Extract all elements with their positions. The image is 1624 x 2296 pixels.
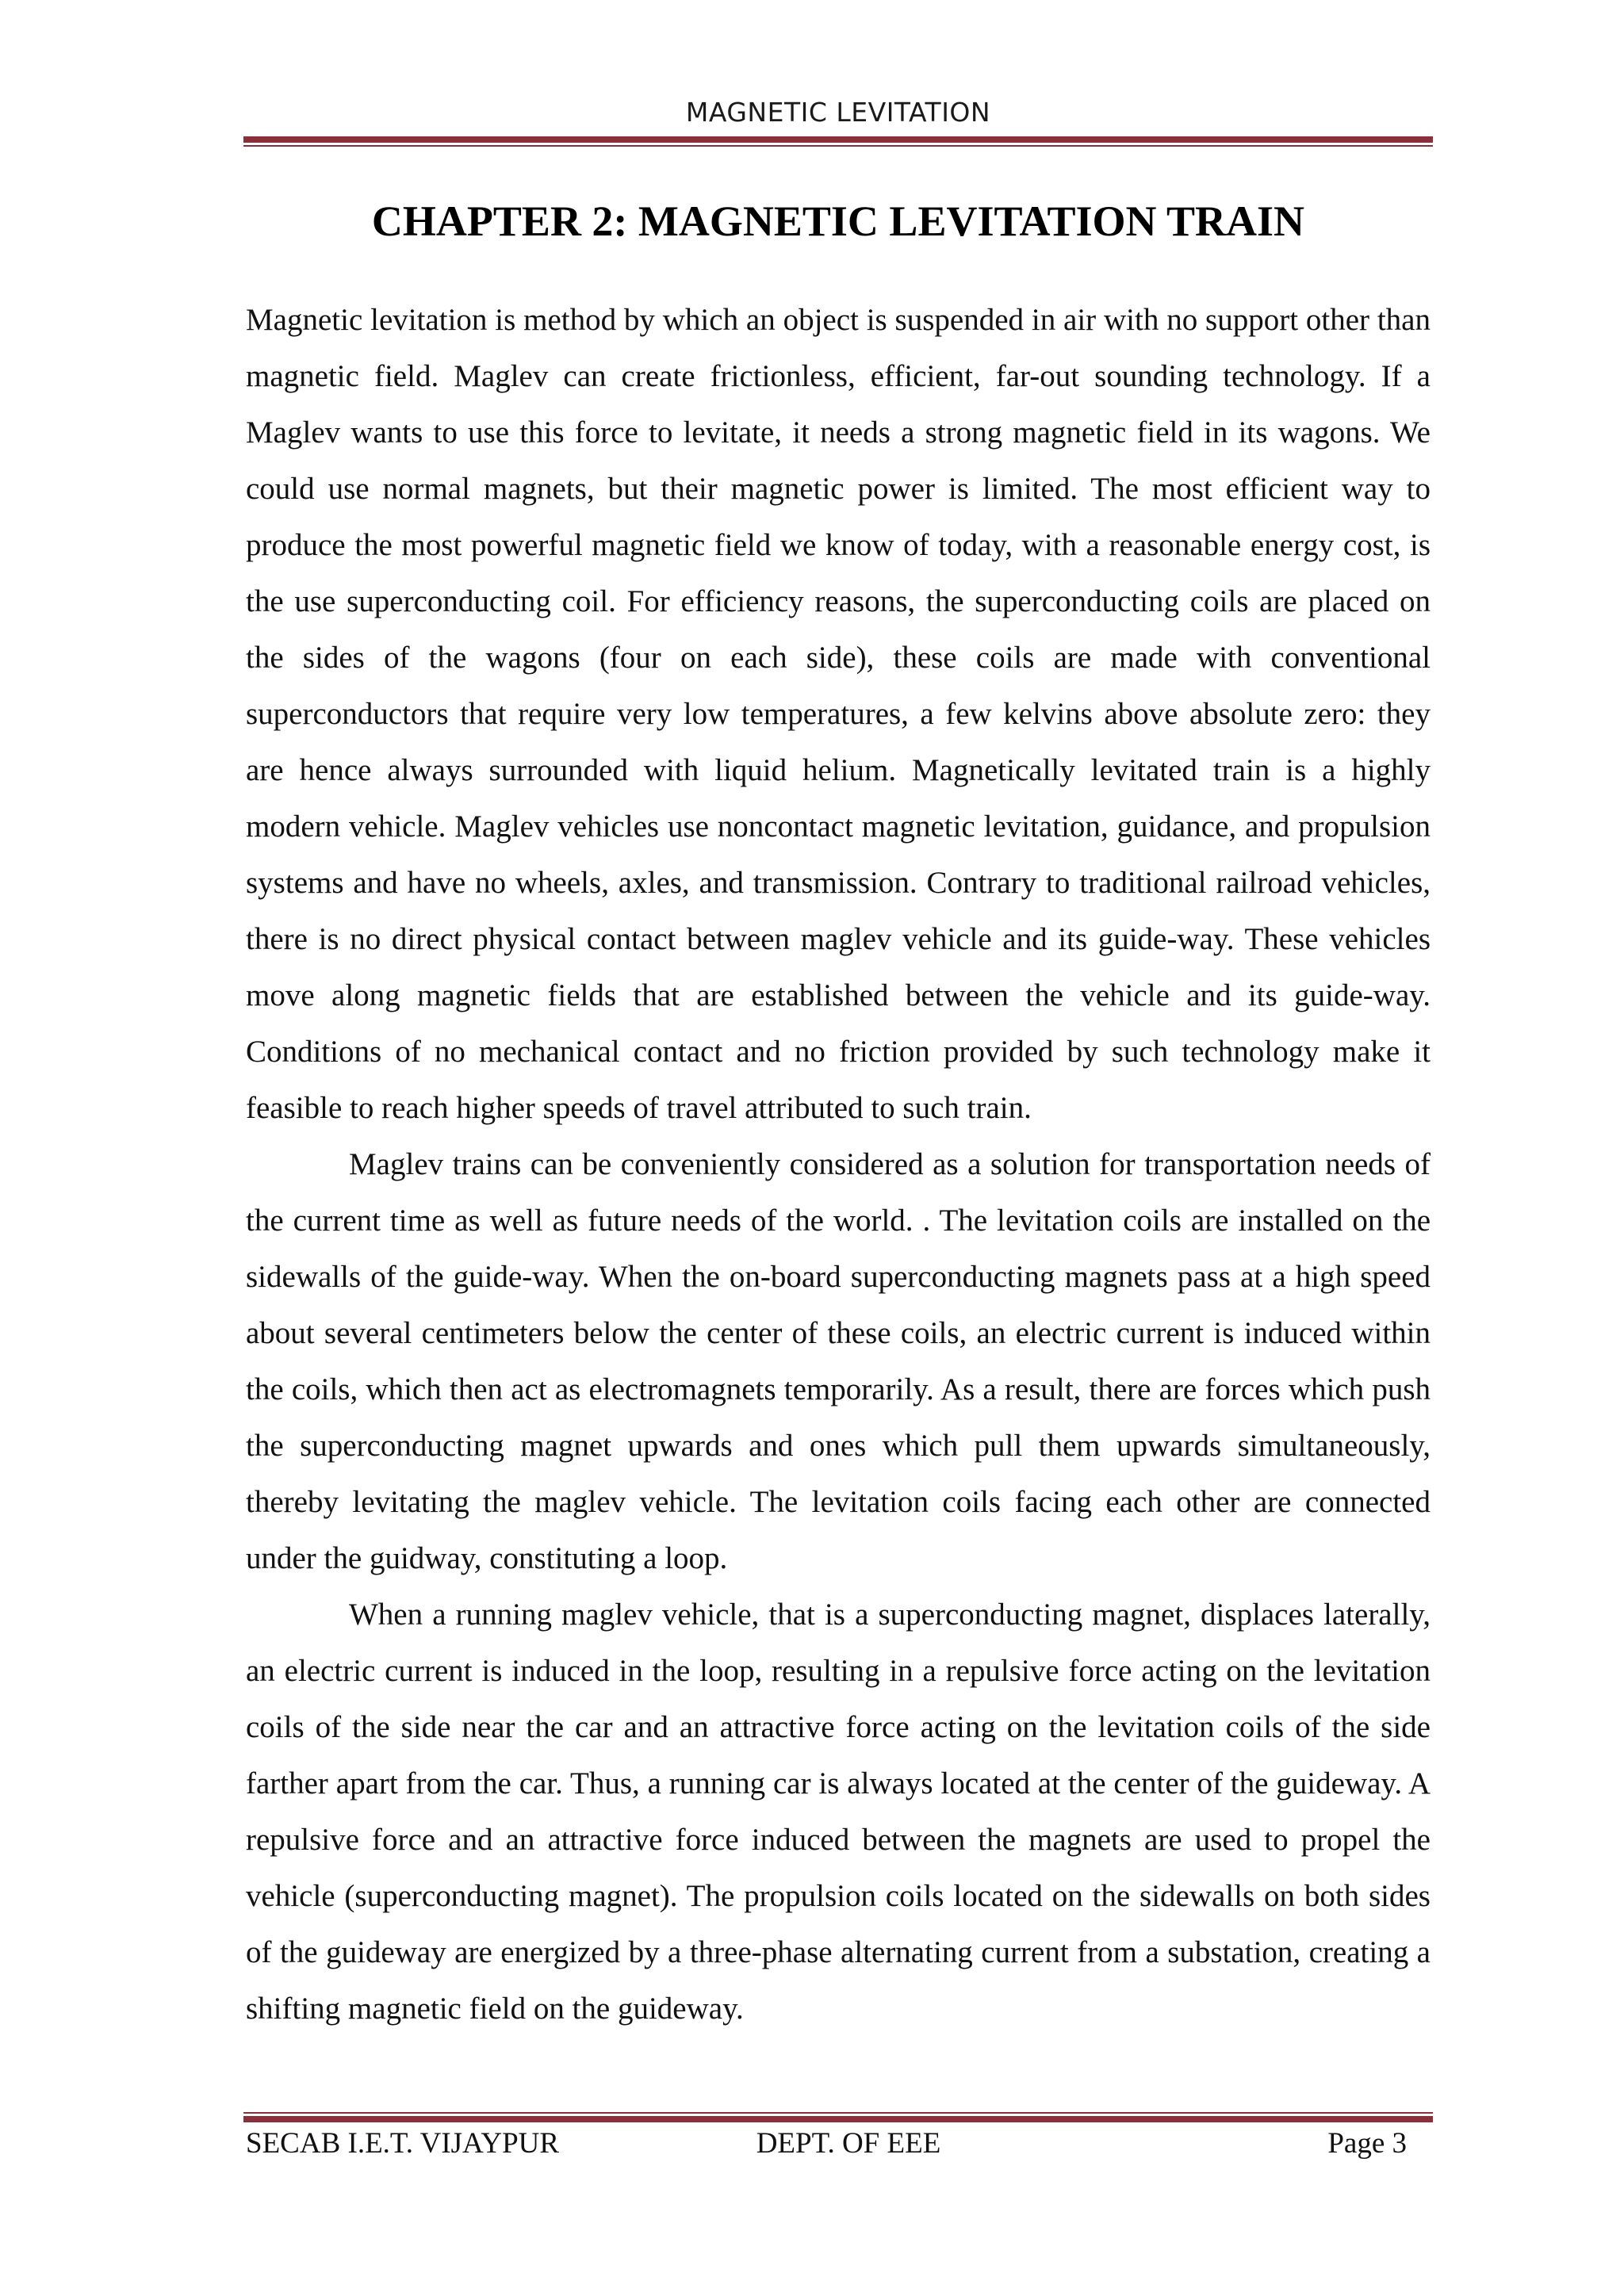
footer-institution: SECAB I.E.T. VIJAYPUR [246, 2127, 560, 2160]
paragraph-2: Maglev trains can be conveniently considered as a solution for transportation needs of the current time as well as future needs of the world. . The levitation coils are installed on the sidewalls of the guide-way. When the on-board superconducting magnets pass at a high speed about several centimeters below the center of these coils, an electric current is induced within the coils, which then act as electromagnets temporarily. As a result, there are forces which push the superconducting magnet upwards and ones which pull them upwards simultaneously, thereby levitating the maglev vehicle. The levitation coils facing each other are connected under the guidway, constituting a loop. [246, 1147, 1431, 1575]
running-header: MAGNETIC LEVITATION [685, 97, 991, 128]
paragraph-3: When a running maglev vehicle, that is a superconducting magnet, displaces laterally, an electric current is induced in the loop, resulting in a repulsive force acting on the levitation coils of the side near the car and an attractive force acting on the levitation coils of the side farther apart from the car. Thus, a running car is always located at the center of the guideway. A repulsive force and an attractive force induced between the magnets are used to propel the vehicle (superconducting magnet). The propulsion coils located on the sidewalls on both sides of the guideway are energized by a three-phase alternating current from a substation, creating a shifting magnetic field on the guideway. [246, 1598, 1431, 2026]
paragraph-1: Magnetic levitation is method by which an object is suspended in air with no support other than magnetic field. Maglev can create frictionless, efficient, far-out sounding technology. If a Maglev wants to use this force to levitate, it needs a strong magnetic field in its wagons. We could use normal magnets, but their magnetic power is limited. The most efficient way to produce the most powerful magnetic field we know of today, with a reasonable energy cost, is the use superconducting coil. For efficiency reasons, the superconducting coils are placed on the sides of the wagons (four on each side), these coils are made with conventional superconductors that require very low temperatures, a few kelvins above absolute zero: they are hence always surrounded with liquid helium. Magnetically levitated train is a highly modern vehicle. Maglev vehicles use noncontact magnetic levitation, guidance, and propulsion systems and have no wheels, axles, and transmission. Contrary to traditional railroad vehicles, there is no direct physical contact between maglev vehicle and its guide-way. These vehicles move along magnetic fields that are established between the vehicle and its guide-way. Conditions of no mechanical contact and no friction provided by such technology make it feasible to reach higher speeds of travel attributed to such train. [246, 303, 1431, 1125]
footer-rule [243, 2112, 1433, 2122]
footer-rule-thick [243, 2116, 1433, 2122]
header-rule-thick [243, 136, 1433, 143]
header-rule-thin [243, 145, 1433, 147]
chapter-title: CHAPTER 2: MAGNETIC LEVITATION TRAIN [371, 197, 1305, 245]
footer-rule-thin [243, 2112, 1433, 2114]
body-text [246, 292, 1431, 2037]
footer-page-number: Page 3 [1327, 2127, 1407, 2160]
page-footer [246, 2126, 1431, 2166]
header-rule [243, 136, 1433, 147]
footer-department: DEPT. OF EEE [756, 2127, 941, 2160]
